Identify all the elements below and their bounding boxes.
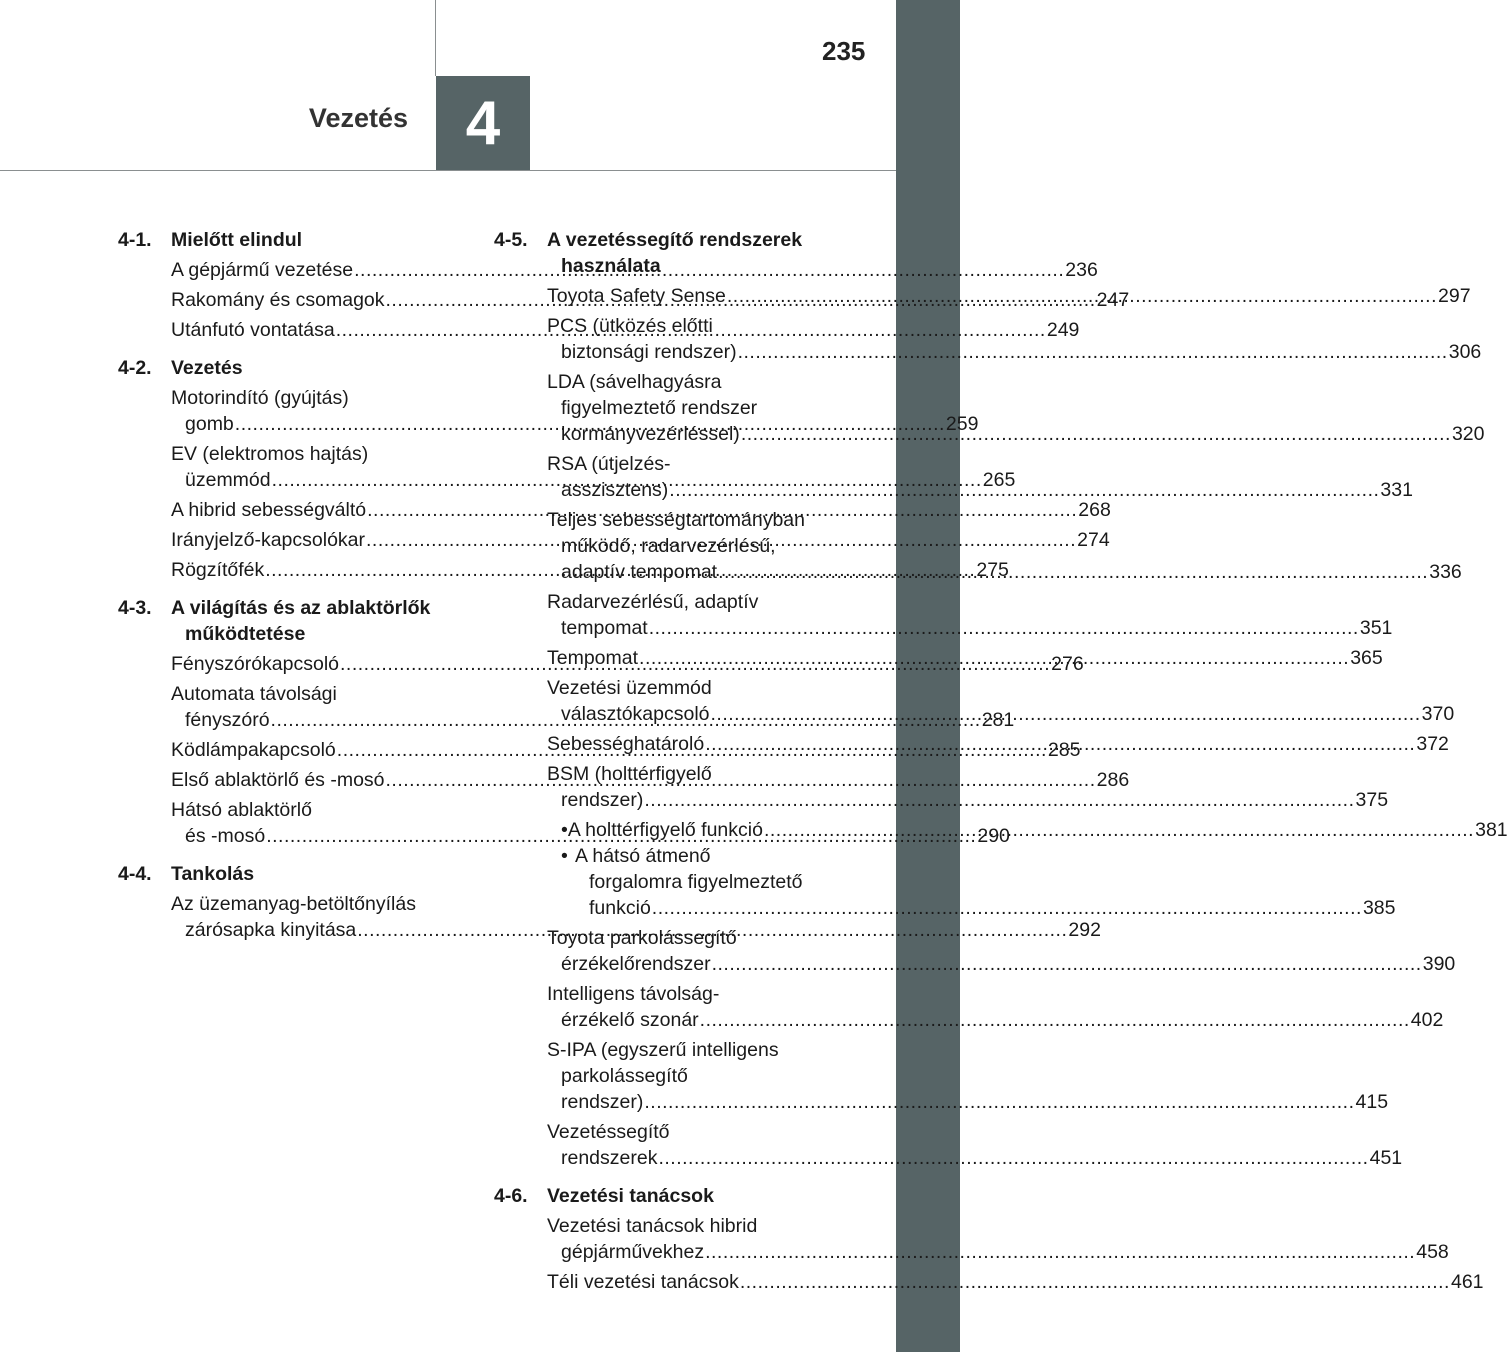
toc-section-number: 4-6. bbox=[494, 1185, 528, 1207]
toc-section-title bbox=[547, 1183, 839, 1209]
toc-page-number: 285 bbox=[1047, 739, 1081, 761]
toc-entry-text: LDA (sávelhagyásra bbox=[547, 371, 722, 393]
toc-entry-line bbox=[547, 1089, 1389, 1115]
toc-section-title-text: Vezetési tanácsok bbox=[547, 1185, 714, 1207]
toc-entry-text: gomb bbox=[185, 413, 234, 435]
toc-entry-text: adaptív tempomat bbox=[561, 561, 718, 583]
toc-entry-text: rendszerek bbox=[561, 1147, 658, 1169]
toc-entry-line bbox=[547, 339, 1482, 365]
toc-entry-text: Rögzítőfék bbox=[171, 559, 265, 581]
leader-dots bbox=[658, 1147, 1368, 1169]
toc-entry-text: Tempomat bbox=[547, 647, 639, 669]
leader-dots bbox=[738, 341, 1448, 363]
header-divider-vertical bbox=[435, 0, 436, 76]
toc-entry-text: Téli vezetési tanácsok bbox=[547, 1271, 739, 1293]
toc-entry-text: A holttérfigyelő funkció bbox=[567, 819, 763, 841]
toc-page-number: 249 bbox=[1046, 319, 1080, 341]
toc-section-number: 4-3. bbox=[118, 597, 152, 619]
toc-entry-line bbox=[547, 951, 1456, 977]
toc-entry-text: asszisztens) bbox=[561, 479, 669, 501]
toc-entry-text: RSA (útjelzés- bbox=[547, 453, 671, 475]
toc-entry-text: Teljes sebességtartományban bbox=[547, 509, 805, 531]
toc-section-heading[interactable] bbox=[118, 861, 463, 887]
leader-dots bbox=[727, 283, 1437, 309]
leader-dots bbox=[639, 645, 1349, 671]
header-divider bbox=[0, 170, 896, 171]
toc-page-number: 370 bbox=[1421, 703, 1455, 725]
toc-page-number: 385 bbox=[1362, 897, 1396, 919]
toc-entry-text: érzékelő szonár bbox=[561, 1009, 699, 1031]
toc-entry-text: funkció bbox=[589, 897, 651, 919]
toc-entry-text: tempomat bbox=[561, 617, 648, 639]
toc-page-number: 306 bbox=[1448, 341, 1482, 363]
toc-entry-text: működő, radarvezérlésű, bbox=[561, 535, 776, 557]
toc-page-number: 247 bbox=[1096, 289, 1130, 311]
toc-entry-line bbox=[547, 615, 1393, 641]
toc-entry-text: Rakomány és csomagok bbox=[171, 289, 385, 311]
toc-section-title-text: Vezetés bbox=[171, 357, 243, 379]
toc-entry-text: Toyota Safety Sense bbox=[547, 285, 726, 307]
toc-entry[interactable] bbox=[547, 1037, 1389, 1115]
leader-dots bbox=[705, 1241, 1415, 1263]
chapter-title: Vezetés bbox=[308, 103, 408, 133]
leader-dots bbox=[718, 561, 1428, 583]
toc-section-number: 4-5. bbox=[494, 229, 528, 251]
toc-entry[interactable] bbox=[547, 981, 1444, 1033]
toc-page-number: 292 bbox=[1068, 919, 1101, 941]
leader-dots bbox=[705, 731, 1415, 757]
toc-page-number: 458 bbox=[1416, 1241, 1449, 1263]
toc-entry-text: kormányvezérléssel) bbox=[561, 423, 740, 445]
toc-entry-text: A hibrid sebességváltó bbox=[171, 499, 367, 521]
page-number: 235 bbox=[822, 36, 866, 66]
toc-page-number: 290 bbox=[977, 825, 1010, 847]
toc-sub-entry[interactable] bbox=[547, 843, 1396, 921]
toc-entry-line bbox=[547, 1007, 1444, 1033]
toc-entry-line bbox=[547, 1269, 1484, 1295]
toc-entry-text: gépjárművekhez bbox=[561, 1241, 705, 1263]
toc-entry[interactable] bbox=[547, 589, 1393, 641]
toc-entry-text: Ködlámpakapcsoló bbox=[171, 739, 336, 761]
chapter-number-badge: 4 bbox=[436, 76, 530, 170]
toc-page-number: 286 bbox=[1096, 769, 1130, 791]
toc-entry-text: Radarvezérlésű, adaptív bbox=[547, 591, 759, 613]
toc-entry-text: figyelmeztető rendszer bbox=[561, 397, 758, 419]
leader-dots bbox=[764, 817, 1474, 843]
toc-page-number: 381 bbox=[1475, 819, 1508, 841]
toc-entry-text: A gépjármű vezetése bbox=[171, 259, 354, 281]
toc-page-number: 402 bbox=[1410, 1009, 1444, 1031]
toc-section-title bbox=[171, 595, 463, 647]
toc-page-number: 372 bbox=[1416, 733, 1449, 755]
toc-page-number: 390 bbox=[1422, 953, 1456, 975]
toc-entry-line bbox=[547, 1145, 1403, 1171]
toc-page-number: 265 bbox=[982, 469, 1016, 491]
toc-section-heading[interactable] bbox=[118, 227, 463, 253]
toc-page-number: 451 bbox=[1369, 1147, 1403, 1169]
toc-section-heading[interactable] bbox=[118, 595, 463, 647]
toc-entry-text: Utánfutó vontatása bbox=[171, 319, 335, 341]
leader-dots bbox=[712, 953, 1422, 975]
leader-dots bbox=[669, 479, 1379, 501]
toc-entry-line bbox=[561, 843, 839, 869]
toc-entry-text: Az üzemanyag-betöltőnyílás bbox=[171, 893, 416, 915]
toc-page-number: 320 bbox=[1451, 423, 1485, 445]
toc-entry-text: Toyota parkolássegítő bbox=[547, 927, 737, 949]
toc-section-title bbox=[171, 227, 463, 253]
toc-entry-text: rendszer) bbox=[561, 789, 644, 811]
toc-entry-text: üzemmód bbox=[185, 469, 271, 491]
toc-section-title-text: használata bbox=[561, 255, 661, 277]
toc-section-title-text: Mielőtt elindul bbox=[171, 229, 303, 251]
toc-entry-text: BSM (holttérfigyelő bbox=[547, 763, 712, 785]
toc-page-number: 276 bbox=[1051, 653, 1084, 675]
toc-page-number: 415 bbox=[1355, 1091, 1389, 1113]
toc-section-heading[interactable] bbox=[494, 1183, 839, 1209]
toc-page-number: 297 bbox=[1438, 285, 1471, 307]
toc-entry-text: Vezetéssegítő bbox=[547, 1121, 670, 1143]
leader-dots bbox=[652, 897, 1362, 919]
toc-entry-text: Hátsó ablaktörlő bbox=[171, 799, 312, 821]
toc-section-title-text: A vezetéssegítő rendszerek bbox=[547, 229, 803, 251]
toc-section-number: 4-4. bbox=[118, 863, 152, 885]
toc-entry-text: forgalomra figyelmeztető bbox=[589, 871, 803, 893]
toc-entry-line bbox=[561, 895, 1396, 921]
toc-page-number: 336 bbox=[1429, 561, 1462, 583]
toc-section-heading[interactable] bbox=[118, 355, 463, 381]
toc-entry-text: A hátsó átmenő bbox=[575, 845, 711, 867]
toc-entry-text: biztonsági rendszer) bbox=[561, 341, 737, 363]
toc-entry-text: választókapcsoló bbox=[561, 703, 710, 725]
toc-page-number: 268 bbox=[1078, 499, 1111, 521]
leader-dots bbox=[711, 703, 1421, 725]
toc-page-number: 281 bbox=[981, 709, 1015, 731]
toc-page-number: 365 bbox=[1350, 647, 1383, 669]
toc-entry[interactable] bbox=[547, 1213, 1449, 1265]
toc-page-number: 351 bbox=[1359, 617, 1393, 639]
toc-section-heading[interactable] bbox=[494, 227, 839, 279]
toc-entry-text: és -mosó bbox=[185, 825, 266, 847]
toc-entry-line bbox=[547, 1239, 1449, 1265]
toc-page-number: 236 bbox=[1065, 259, 1098, 281]
toc-page-number: 259 bbox=[945, 413, 979, 435]
toc-entry-text: Vezetési tanácsok hibrid bbox=[547, 1215, 758, 1237]
bullet-icon: • bbox=[561, 845, 568, 867]
toc-page-number: 461 bbox=[1450, 1271, 1484, 1293]
toc-page-number: 275 bbox=[976, 559, 1009, 581]
leader-dots bbox=[700, 1009, 1410, 1031]
toc-section-title bbox=[171, 355, 463, 381]
toc-entry-text: PCS (ütközés előtti bbox=[547, 315, 713, 337]
toc-page-number: 274 bbox=[1077, 529, 1110, 551]
toc-entry-text: érzékelőrendszer bbox=[561, 953, 711, 975]
leader-dots bbox=[741, 423, 1451, 445]
leader-dots bbox=[649, 617, 1359, 639]
toc-entry-line bbox=[547, 787, 1389, 813]
toc-section-number: 4-1. bbox=[118, 229, 152, 251]
toc-page-number: 375 bbox=[1355, 789, 1389, 811]
toc-section-title bbox=[547, 227, 839, 279]
toc-entry-text: Irányjelző-kapcsolókar bbox=[171, 529, 366, 551]
toc-section-number: 4-2. bbox=[118, 357, 152, 379]
toc-section-title-text: működtetése bbox=[185, 623, 306, 645]
toc-entry-text: S-IPA (egyszerű intelligens bbox=[547, 1039, 779, 1061]
bullet-icon: • bbox=[561, 819, 568, 841]
toc-section bbox=[494, 1183, 1484, 1295]
leader-dots bbox=[740, 1269, 1450, 1295]
toc-section-title bbox=[171, 861, 463, 887]
toc-section-title-text: A világítás és az ablaktörlők bbox=[171, 597, 431, 619]
toc-entry-text: Automata távolsági bbox=[171, 683, 337, 705]
toc-page-number: 331 bbox=[1380, 479, 1413, 501]
leader-dots bbox=[644, 1091, 1354, 1113]
toc-entry-text: rendszer) bbox=[561, 1091, 644, 1113]
toc-entry-text: Sebességhatároló bbox=[547, 733, 705, 755]
toc-entry-text: Intelligens távolság- bbox=[547, 983, 720, 1005]
toc-entry-text: fényszóró bbox=[185, 709, 270, 731]
toc-entry-text: zárósapka kinyitása bbox=[185, 919, 357, 941]
toc-entry-text: EV (elektromos hajtás) bbox=[171, 443, 369, 465]
toc-entry-text: Vezetési üzemmód bbox=[547, 677, 712, 699]
leader-dots bbox=[644, 789, 1354, 811]
toc-entry-text: Fényszórókapcsoló bbox=[171, 653, 339, 675]
toc-entry-text: Első ablaktörlő és -mosó bbox=[171, 769, 385, 791]
toc-section-title-text: Tankolás bbox=[171, 863, 255, 885]
toc-entry[interactable] bbox=[547, 1269, 1484, 1295]
toc-entry-text: parkolássegítő bbox=[561, 1065, 688, 1087]
toc-entry[interactable] bbox=[547, 1119, 1403, 1171]
toc-entry-text: Motorindító (gyújtás) bbox=[171, 387, 349, 409]
